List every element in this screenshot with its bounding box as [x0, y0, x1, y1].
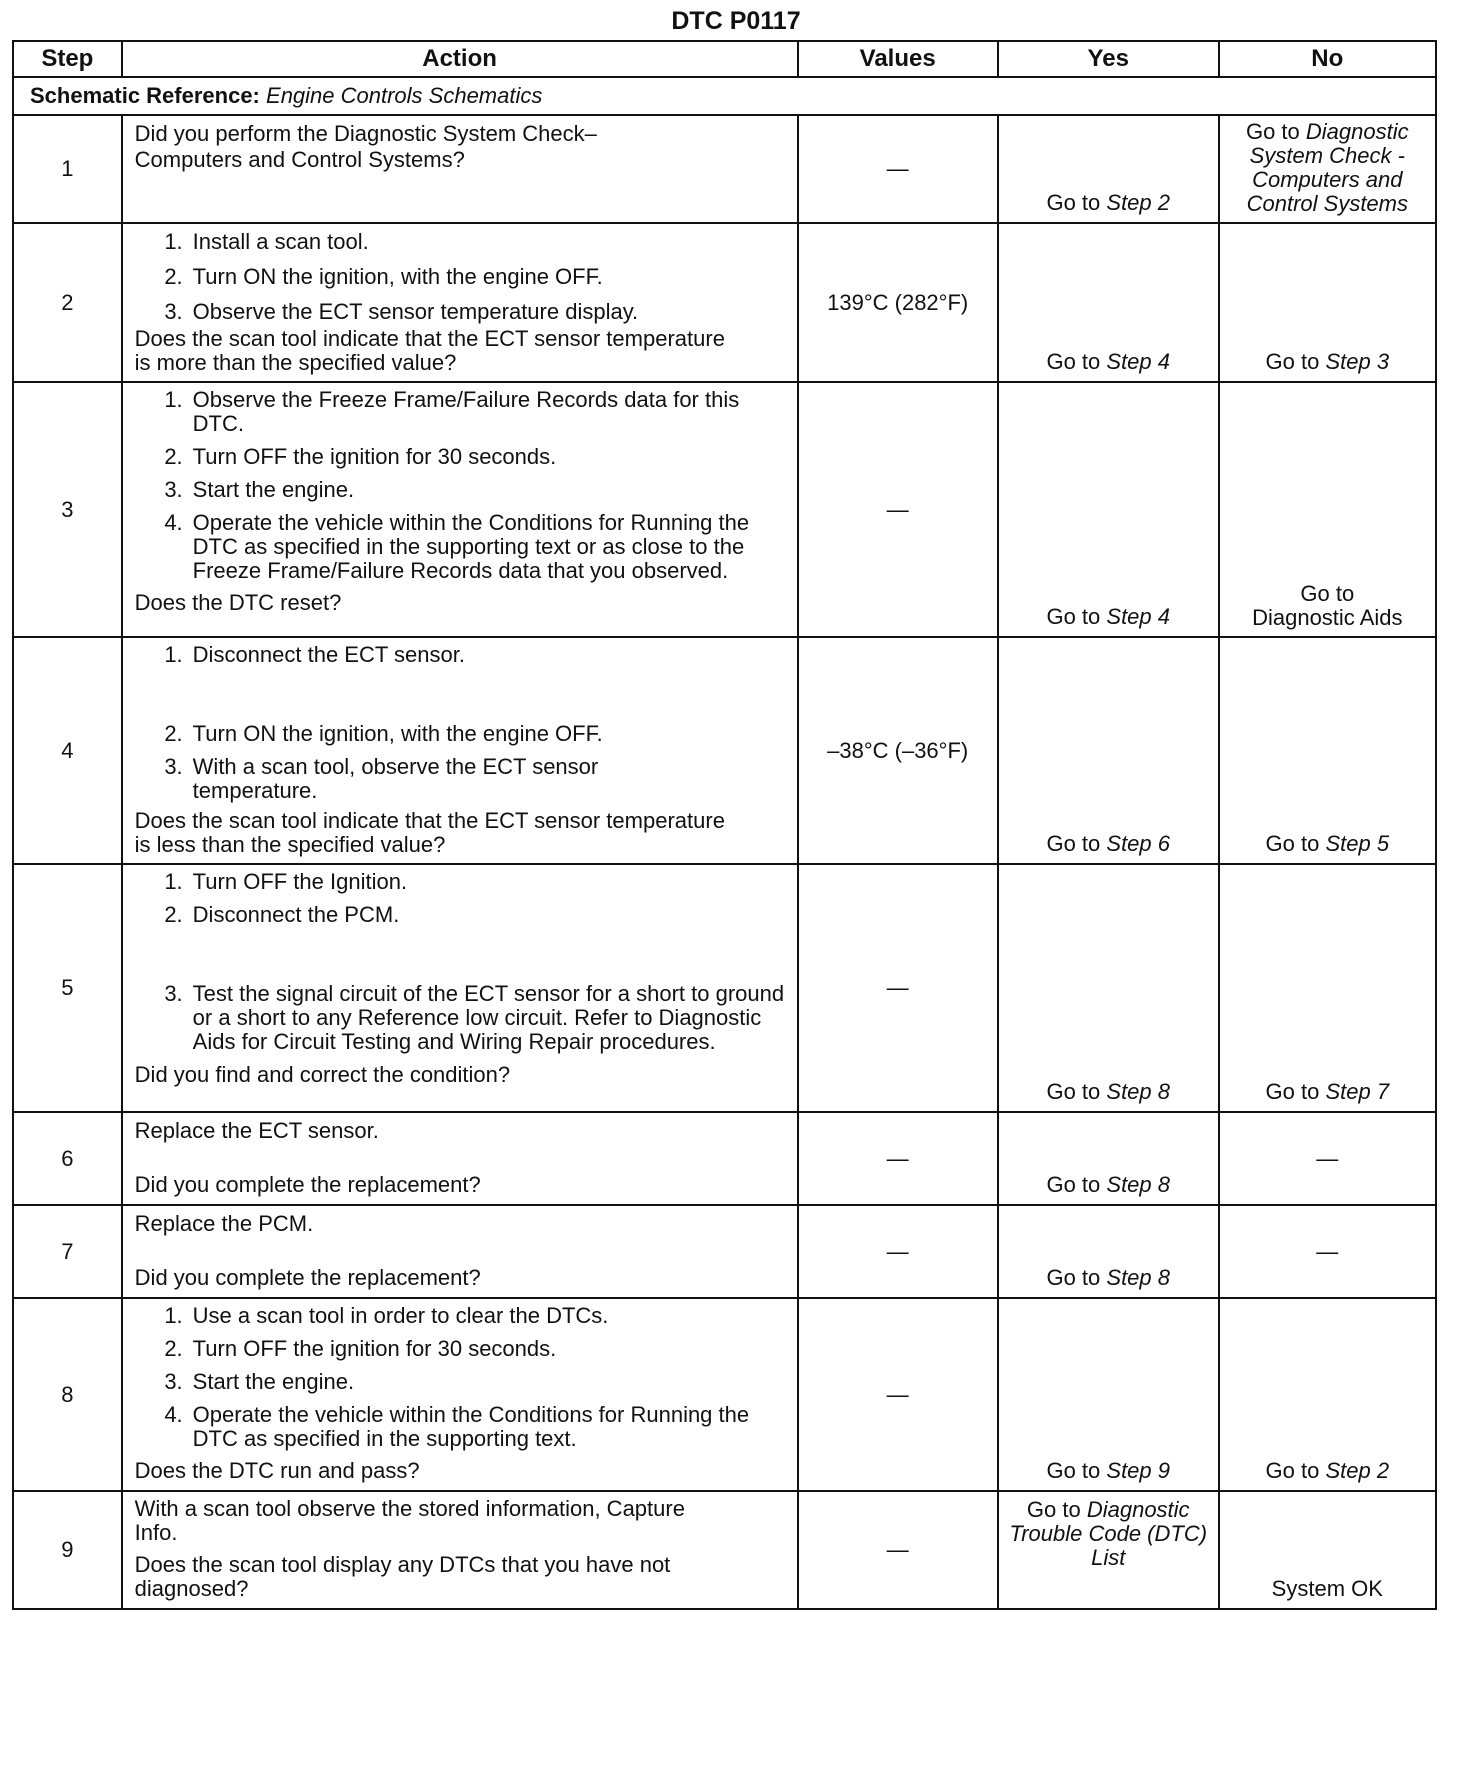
step-question: Does the scan tool indicate that the ECT sensor temperature is more than the specified value?	[134, 326, 725, 375]
step-instruction: With a scan tool observe the stored information, Capture Info.	[134, 1496, 685, 1545]
list-item: 4. Operate the vehicle within the Conditions for Running the DTC as specified in the supporting text or as close to the Freeze Frame/Failure Records data that you observed.	[164, 510, 750, 583]
header-yes: Yes	[998, 41, 1219, 77]
step-value: —	[798, 1491, 998, 1609]
header-step: Step	[13, 41, 122, 77]
header-no: No	[1219, 41, 1436, 77]
yes-cell[interactable]: Go to Step 8	[998, 1112, 1219, 1205]
list-item: 3. Observe the ECT sensor temperature display.	[164, 299, 639, 324]
list-item: 1. Use a scan tool in order to clear the DTCs.	[164, 1303, 609, 1328]
step-action	[122, 1112, 798, 1205]
yes-cell[interactable]: Go to Step 9	[998, 1298, 1219, 1491]
yes-cell[interactable]: Go to Diagnostic Trouble Code (DTC) List	[998, 1491, 1219, 1609]
table-row	[13, 1205, 1436, 1298]
step-value: –38°C (–36°F)	[798, 637, 998, 864]
step-number: 2	[13, 223, 122, 382]
list-item: 3. With a scan tool, observe the ECT sensor temperature.	[164, 754, 599, 803]
list-item: 2. Turn OFF the ignition for 30 seconds.	[164, 1336, 557, 1361]
list-item: 2. Turn ON the ignition, with the engine OFF.	[164, 264, 603, 289]
no-cell	[1219, 1491, 1436, 1609]
step-action	[122, 1298, 798, 1491]
step-action	[122, 115, 798, 223]
yes-cell[interactable]: Go to Step 8	[998, 864, 1219, 1112]
no-cell: —	[1219, 1112, 1436, 1205]
step-action	[122, 382, 798, 637]
step-number: 8	[13, 1298, 122, 1491]
step-number: 3	[13, 382, 122, 637]
schematic-row	[13, 77, 1436, 115]
yes-step-link[interactable]: Step 6	[1106, 831, 1170, 856]
step-action	[122, 637, 798, 864]
step-action	[122, 223, 798, 382]
step-question: Does the scan tool display any DTCs that you have not diagnosed?	[134, 1552, 671, 1601]
list-item: 3. Start the engine.	[164, 477, 355, 502]
no-step-link[interactable]: Step 3	[1325, 349, 1390, 374]
step-list	[135, 229, 787, 325]
dtc-table	[12, 40, 1437, 1610]
list-item: 3. Test the signal circuit of the ECT sensor for a short to ground or a short to any Reference low circuit. Refer to Diagnostic Aids for Circuit Testing and Wiring Repair procedures.	[164, 981, 785, 1054]
no-cell[interactable]: Go to Step 5	[1219, 637, 1436, 864]
table-row	[13, 864, 1436, 1112]
yes-step-link[interactable]: Step 2	[1106, 190, 1170, 215]
list-item: 1. Observe the Freeze Frame/Failure Records data for this DTC.	[164, 387, 740, 436]
schematic-label: Schematic Reference:	[30, 83, 260, 108]
header-values: Values	[798, 41, 998, 77]
step-action	[122, 1491, 798, 1609]
step-number: 1	[13, 115, 122, 223]
schematic-link[interactable]: Engine Controls Schematics	[266, 83, 543, 108]
table-row	[13, 637, 1436, 864]
table-row	[13, 1298, 1436, 1491]
list-item: 1. Disconnect the ECT sensor.	[164, 642, 465, 667]
step-question: Did you complete the replacement?	[134, 1172, 481, 1197]
yes-cell[interactable]: Go to Step 6	[998, 637, 1219, 864]
yes-cell[interactable]: Go to Step 2	[998, 115, 1219, 223]
step-number: 7	[13, 1205, 122, 1298]
yes-cell[interactable]: Go to Step 4	[998, 223, 1219, 382]
step-action	[122, 1205, 798, 1298]
step-question: Does the DTC reset?	[134, 590, 342, 615]
no-cell[interactable]: Go to Step 2	[1219, 1298, 1436, 1491]
no-result: System OK	[1271, 1576, 1383, 1601]
step-list	[135, 388, 787, 583]
no-step-link[interactable]: Step 7	[1325, 1079, 1390, 1104]
step-value: —	[798, 1205, 998, 1298]
step-list	[135, 1304, 787, 1451]
step-value: —	[798, 115, 998, 223]
yes-step-link[interactable]: Step 4	[1106, 349, 1170, 374]
yes-step-link[interactable]: Step 8	[1106, 1172, 1170, 1197]
yes-step-link[interactable]: Diagnostic Trouble Code (DTC) List	[1009, 1497, 1208, 1570]
step-question: Did you complete the replacement?	[134, 1265, 481, 1290]
step-value: —	[798, 1298, 998, 1491]
no-step-link[interactable]: Diagnostic Aids	[1252, 605, 1403, 630]
yes-step-link[interactable]: Step 4	[1106, 604, 1170, 629]
header-action: Action	[122, 41, 798, 77]
step-instruction: Replace the PCM.	[134, 1211, 314, 1236]
list-item: 4. Operate the vehicle within the Conditions for Running the DTC as specified in the supporting text.	[164, 1402, 750, 1451]
yes-step-link[interactable]: Step 8	[1106, 1079, 1170, 1104]
step-question: Does the scan tool indicate that the ECT sensor temperature is less than the specified value?	[134, 808, 725, 857]
list-item: 1. Install a scan tool.	[164, 229, 369, 254]
no-step-link[interactable]: Diagnostic System Check - Computers and Control Systems	[1246, 119, 1409, 216]
step-instruction: Replace the ECT sensor.	[134, 1118, 379, 1143]
page-title: DTC P0117	[671, 7, 801, 35]
step-number: 9	[13, 1491, 122, 1609]
step-question: Does the DTC run and pass?	[134, 1458, 420, 1483]
step-question: Did you perform the Diagnostic System Check– Computers and Control Systems?	[134, 121, 597, 172]
yes-step-link[interactable]: Step 9	[1106, 1458, 1170, 1483]
no-step-link[interactable]: Step 5	[1325, 831, 1390, 856]
list-item: 2. Turn ON the ignition, with the engine OFF.	[164, 721, 603, 746]
list-item: 2. Disconnect the PCM.	[164, 902, 400, 927]
step-value: —	[798, 382, 998, 637]
table-row	[13, 115, 1436, 223]
step-value: 139°C (282°F)	[798, 223, 998, 382]
step-number: 5	[13, 864, 122, 1112]
step-value: —	[798, 864, 998, 1112]
yes-cell[interactable]: Go to Step 4	[998, 382, 1219, 637]
no-cell[interactable]: Go to Step 7	[1219, 864, 1436, 1112]
list-item: 2. Turn OFF the ignition for 30 seconds.	[164, 444, 557, 469]
step-list	[135, 643, 787, 803]
step-action	[122, 864, 798, 1112]
step-question: Did you find and correct the condition?	[134, 1062, 511, 1087]
step-number: 6	[13, 1112, 122, 1205]
no-cell[interactable]: Go to Diagnostic Aids	[1219, 382, 1436, 637]
schematic-reference	[13, 77, 1436, 115]
yes-step-link[interactable]: Step 8	[1106, 1265, 1170, 1290]
no-cell[interactable]: Go to Step 3	[1219, 223, 1436, 382]
no-cell: —	[1219, 1205, 1436, 1298]
list-item: 1. Turn OFF the Ignition.	[164, 869, 408, 894]
table-row	[13, 1112, 1436, 1205]
yes-cell[interactable]: Go to Step 8	[998, 1205, 1219, 1298]
table-row	[13, 223, 1436, 382]
step-number: 4	[13, 637, 122, 864]
step-value: —	[798, 1112, 998, 1205]
table-row	[13, 1491, 1436, 1609]
list-item: 3. Start the engine.	[164, 1369, 355, 1394]
step-list	[135, 870, 787, 1054]
table-row	[13, 382, 1436, 637]
header-row	[13, 41, 1436, 77]
no-cell[interactable]: Go to Diagnostic System Check - Computers and Control Systems	[1219, 115, 1436, 223]
no-step-link[interactable]: Step 2	[1325, 1458, 1390, 1483]
